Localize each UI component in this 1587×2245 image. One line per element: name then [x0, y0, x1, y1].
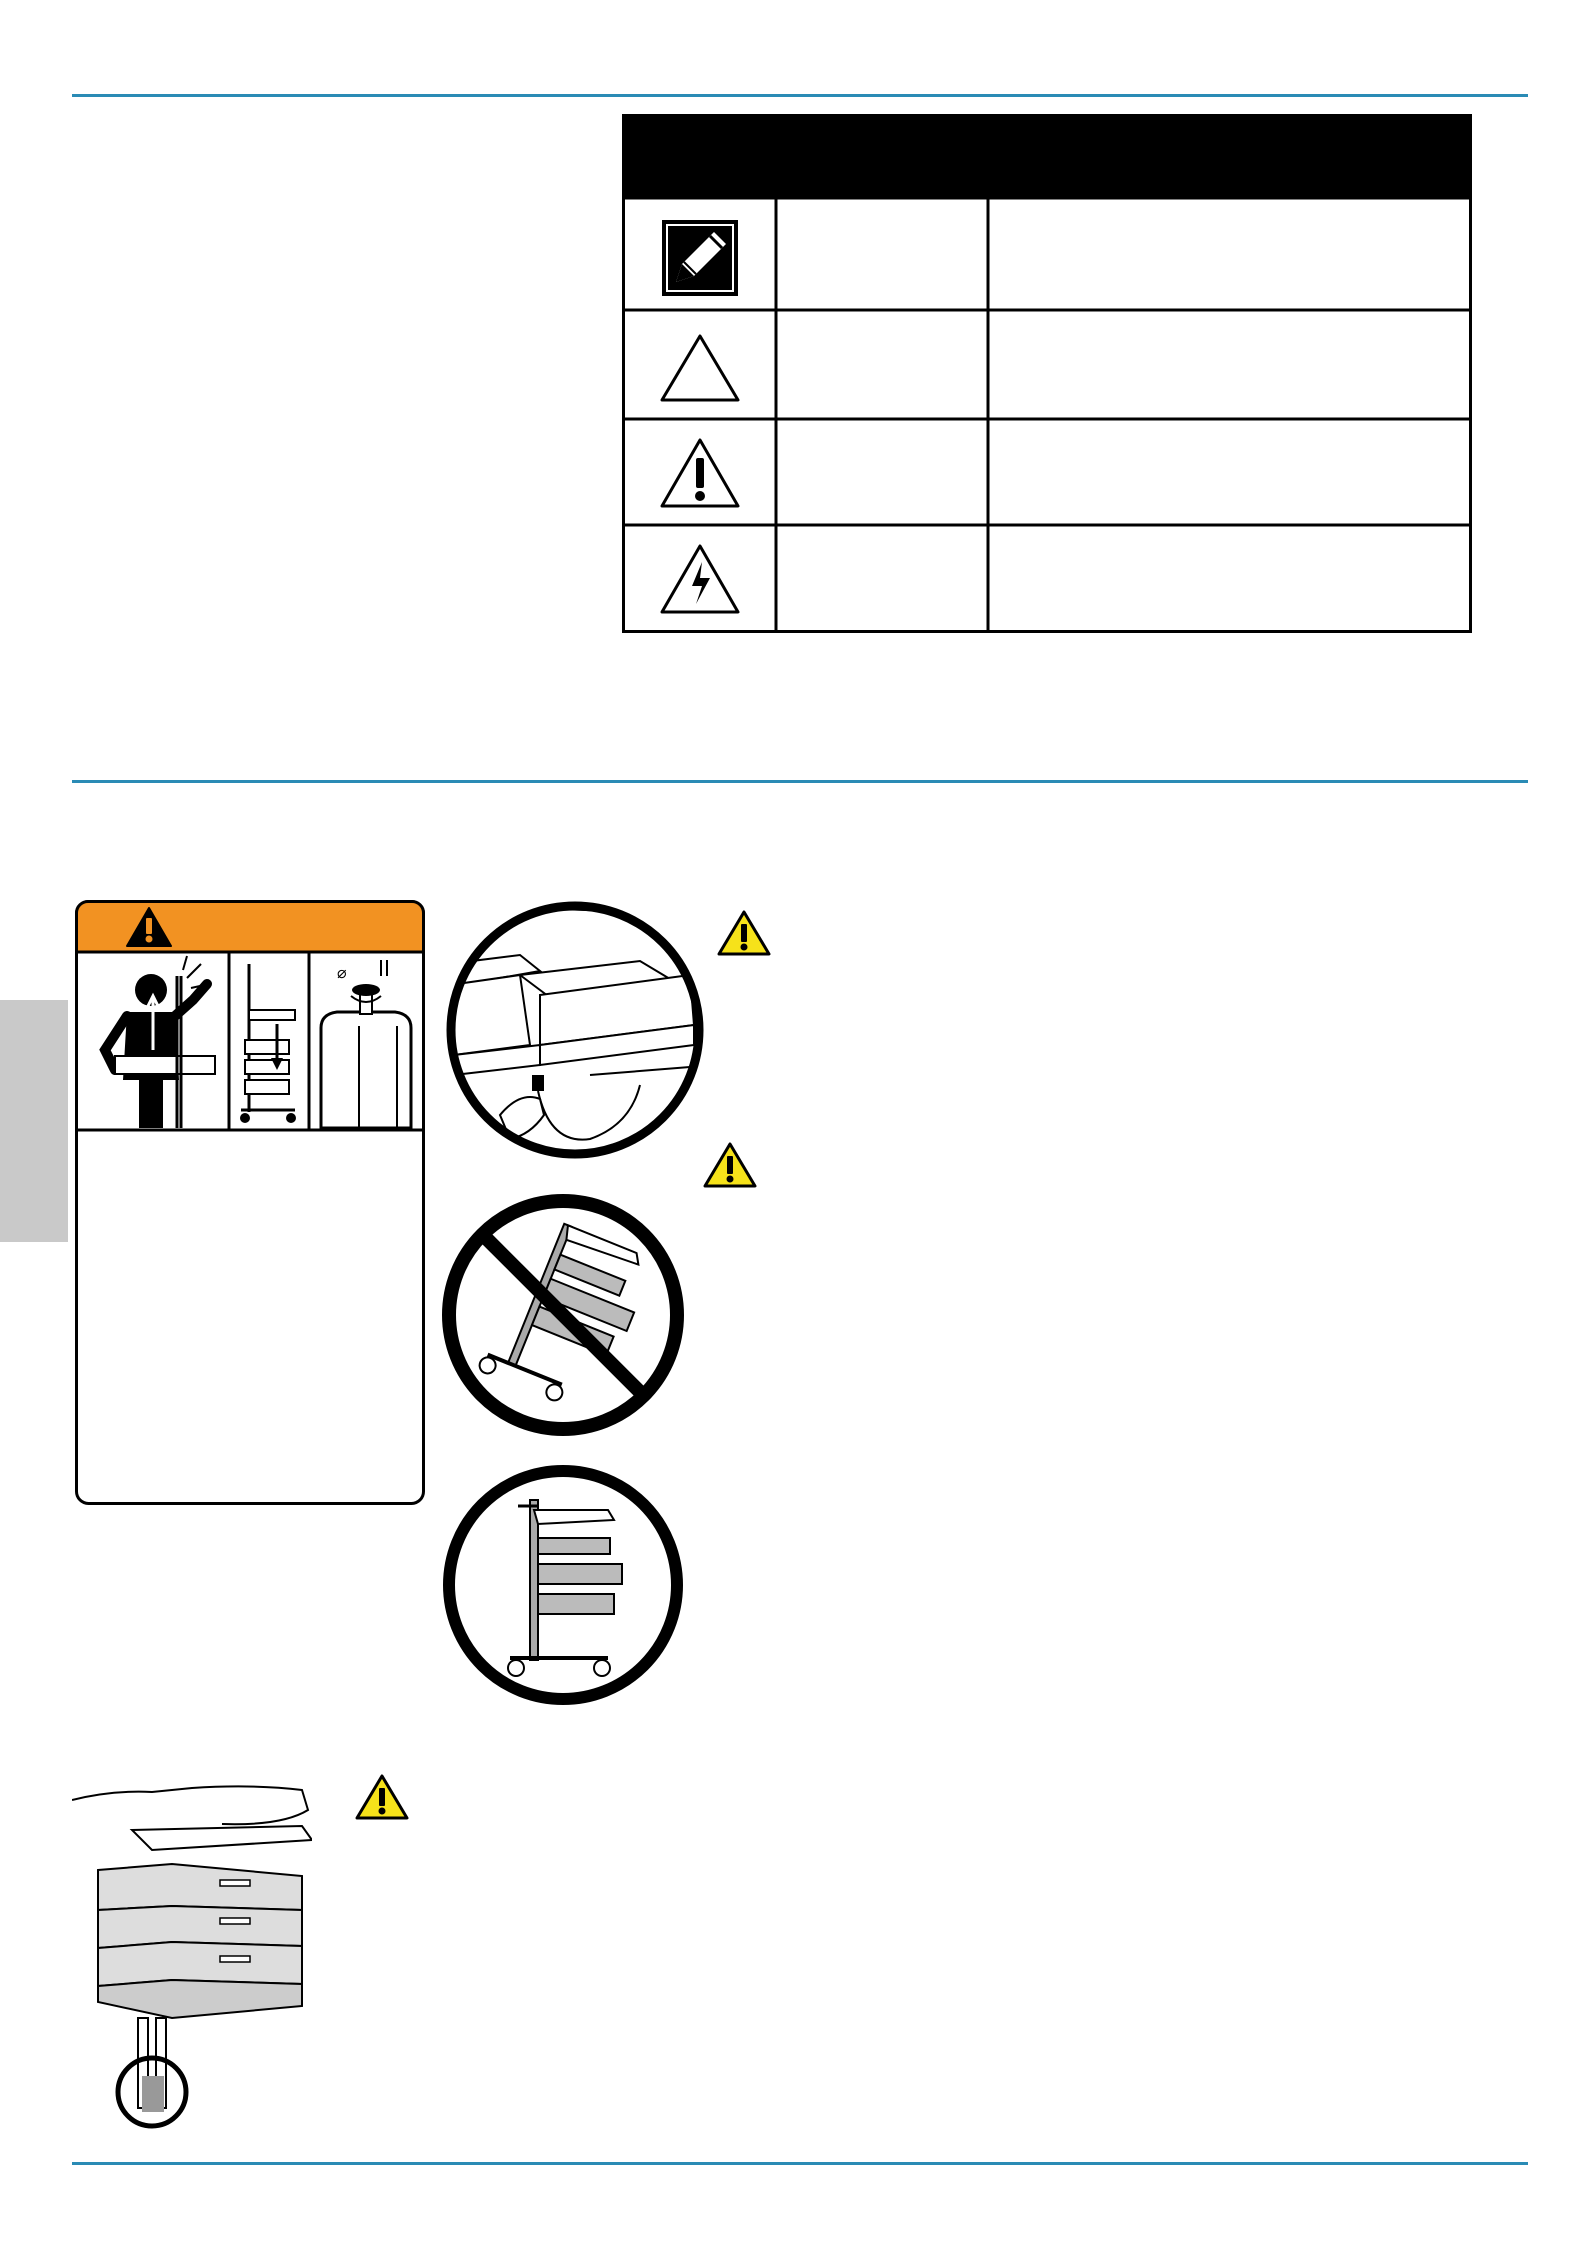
drawer-cable-figure — [440, 895, 710, 1165]
upright-cart-figure — [438, 1460, 688, 1710]
svg-text:⌀: ⌀ — [337, 965, 347, 982]
drawer-stack-figure — [72, 1780, 312, 2130]
drawer-cable-illustration — [440, 895, 710, 1140]
caution-yellow-icon — [702, 1140, 758, 1190]
symbol-table — [622, 114, 1472, 633]
side-chapter-tab — [0, 1000, 68, 1242]
table-header — [622, 114, 1472, 198]
bottom-rule — [72, 2162, 1528, 2165]
caution-yellow-icon — [354, 1772, 410, 1822]
note-pencil-icon — [662, 220, 738, 296]
top-rule — [72, 94, 1528, 97]
section-rule — [72, 780, 1528, 783]
drawer-stack-illustration — [72, 1786, 312, 2126]
prohibited-cart-figure — [438, 1190, 688, 1440]
warning-label — [75, 900, 425, 1505]
upright-cart-illustration — [508, 1500, 622, 1676]
caution-yellow-icon — [716, 908, 772, 958]
